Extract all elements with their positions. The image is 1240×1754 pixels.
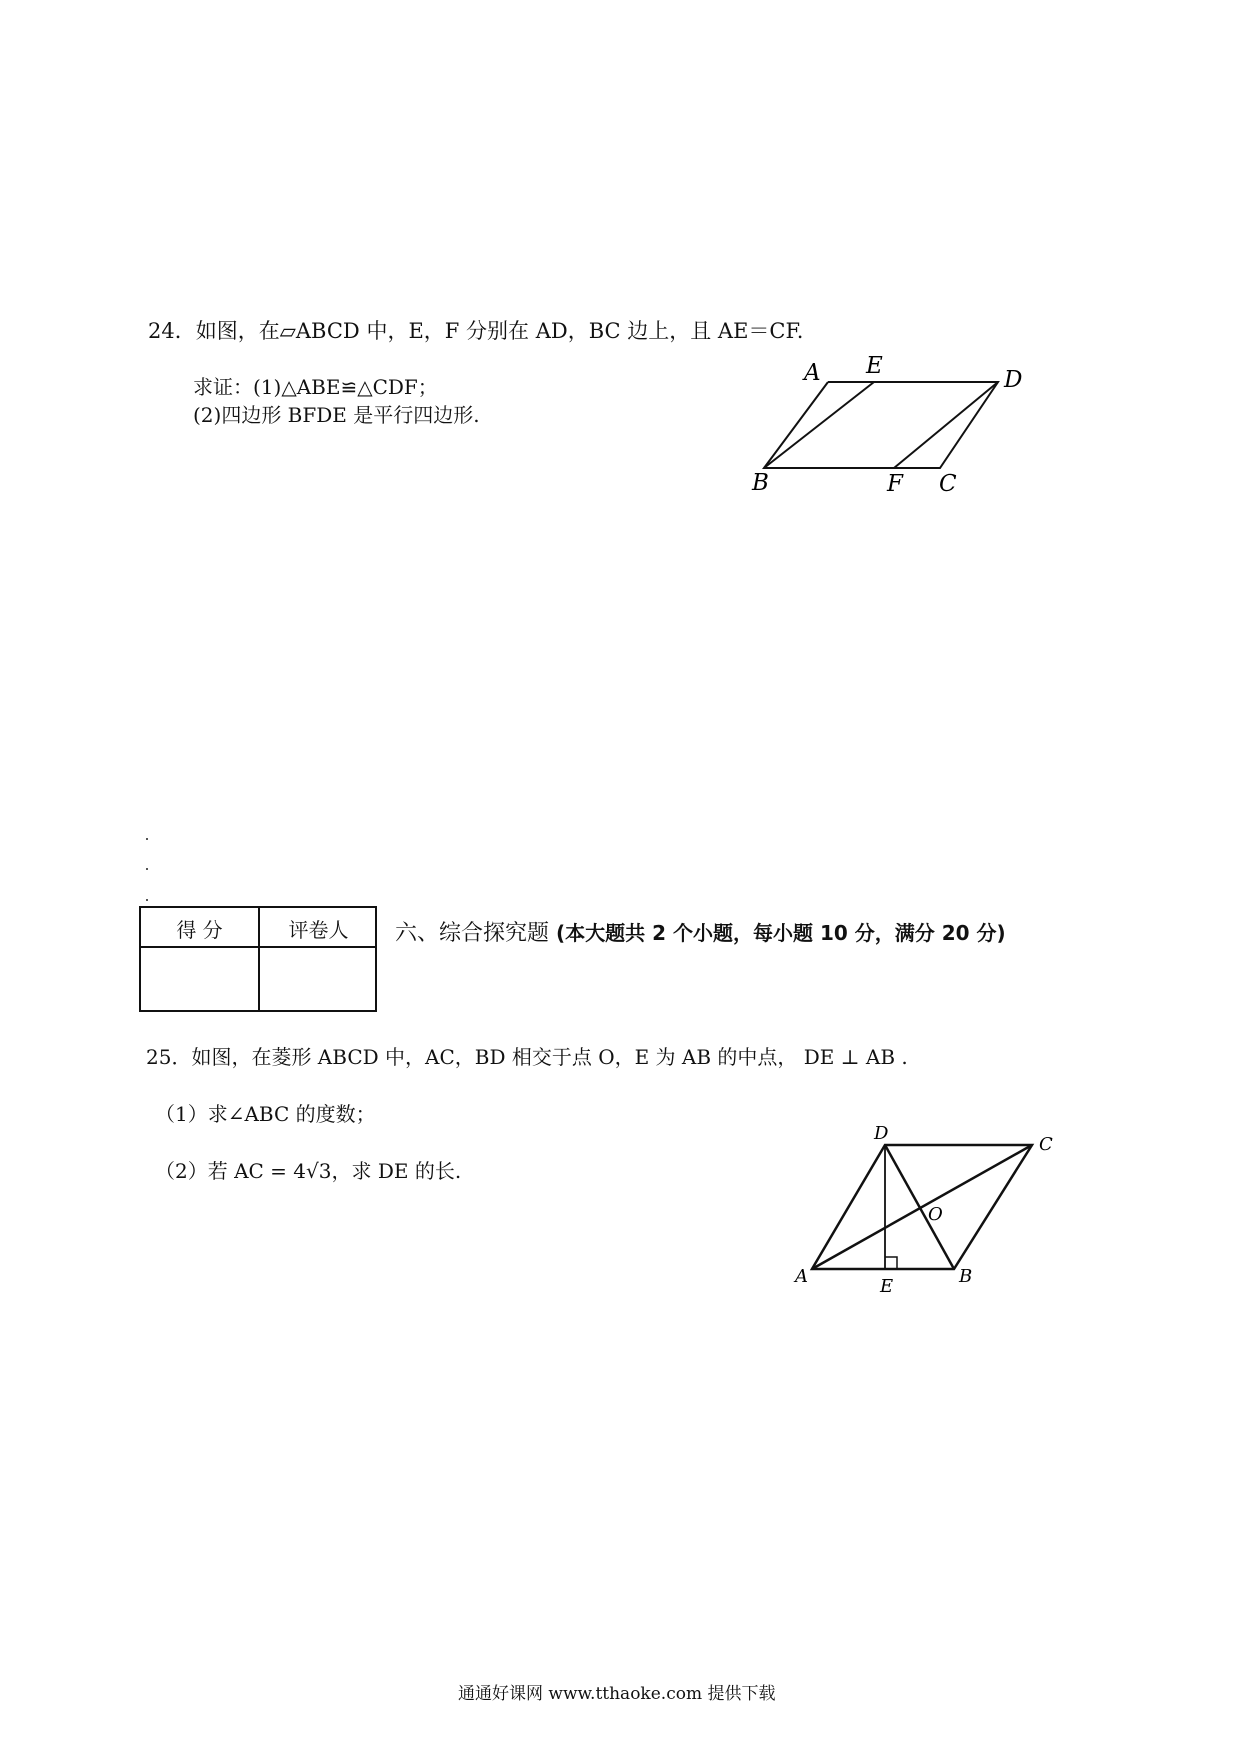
footer-credit: 通通好课网 www.tthaoke.com 提供下载 [458,1684,776,1704]
label-e: E [866,353,883,379]
label-a: A [804,360,821,386]
section-note: (本大题共 2 个小题，每小题 10 分，满分 20 分) [556,921,1006,945]
question-24-title: 24．如图，在▱ABCD 中，E，F 分别在 AD，BC 边上，且 AE＝CF. [148,319,804,343]
score-header: 得 分 [176,918,223,942]
diagonal-ac [812,1145,1032,1269]
label-o: O [928,1204,943,1225]
parallelogram-figure [740,350,1030,500]
label-a: A [795,1266,808,1287]
scan-dot [146,899,148,901]
score-table [139,906,377,1012]
scan-dot [146,868,148,870]
question-24-part-1: 求证：(1)△ABE≌△CDF； [193,375,438,399]
scan-dot [146,838,148,840]
label-b: B [959,1266,973,1287]
right-angle-mark [885,1257,897,1269]
label-b: B [752,470,769,496]
diagonal-bd [885,1145,954,1269]
question-25-part-1: （1）求∠ABC 的度数； [155,1102,376,1126]
label-e: E [880,1276,894,1297]
grader-header: 评卷人 [288,918,349,942]
question-24-part-2: (2)四边形 BFDE 是平行四边形. [193,403,480,427]
section-title: 六、综合探究题 [395,921,550,946]
rhombus-figure [780,1120,1070,1300]
question-25-title: 25．如图，在菱形 ABCD 中，AC，BD 相交于点 O，E 为 AB 的中点， DE ⊥ AB . [146,1045,908,1069]
label-c: C [939,471,957,497]
label-d: D [874,1123,889,1144]
parallelogram-outline [764,382,998,468]
section-heading [395,916,1006,947]
question-25-part-2: （2）若 AC = 4√3，求 DE 的长. [155,1159,462,1183]
label-d: D [1004,367,1023,393]
label-c: C [1039,1134,1053,1155]
label-f: F [887,471,903,497]
segment-fd [894,382,998,468]
